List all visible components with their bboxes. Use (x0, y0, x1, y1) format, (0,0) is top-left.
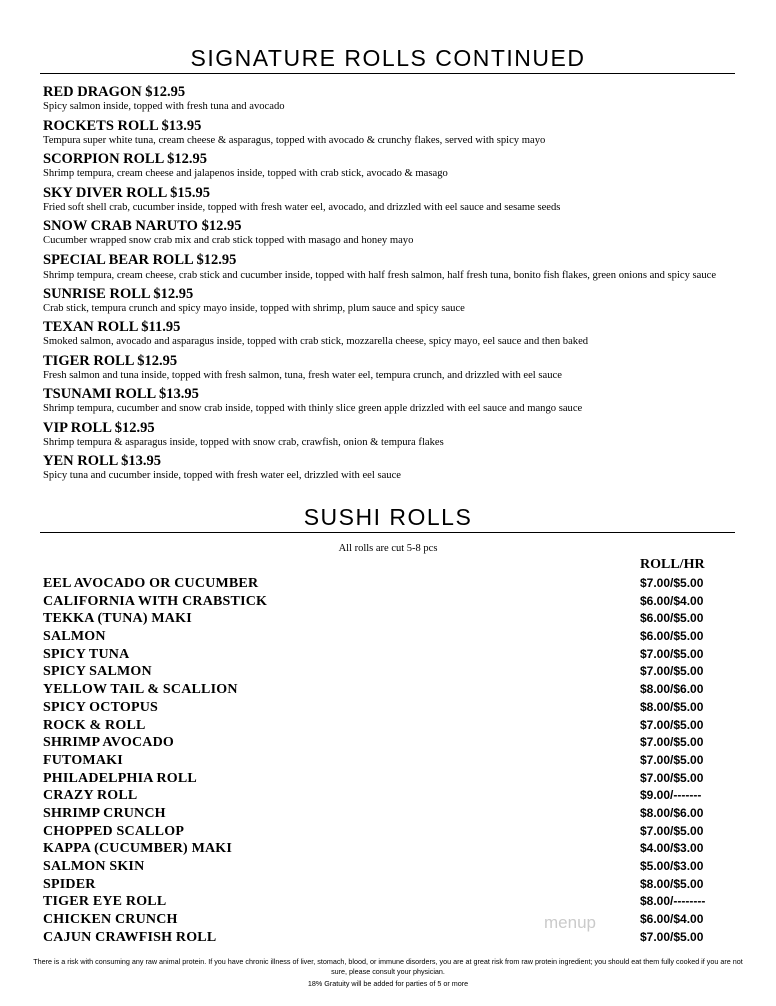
item-description: Spicy tuna and cucumber inside, topped with fresh water eel, drizzled with eel sauce (43, 470, 401, 481)
item-description: Shrimp tempura & asparagus inside, topped with snow crab, crawfish, onion & tempura flakes (43, 436, 444, 448)
sushi-name: SPIDER (43, 876, 96, 892)
item-description: Smoked salmon, avocado and asparagus inside, topped with crab stick, mozzarella cheese, spicy mayo, eel sauce and then baked (43, 336, 589, 347)
sushi-rolls-list (43, 575, 713, 946)
sushi-name: CAJUN CRAWFISH ROLL (43, 929, 217, 945)
menu-item (43, 453, 743, 483)
sushi-name: CHOPPED SCALLOP (43, 823, 185, 839)
item-description: Shrimp tempura, cream cheese, crab stick and cucumber inside, topped with half fresh salmon, half fresh tuna, bonito fish flakes, green onions and spicy sauce (43, 269, 717, 281)
sushi-name: CALIFORNIA WITH CRABSTICK (43, 593, 268, 609)
sushi-name: TEKKA (TUNA) MAKI (43, 611, 192, 627)
sushi-price: $8.00/$6.00 (640, 805, 704, 820)
sushi-name: CHICKEN CRUNCH (43, 912, 178, 928)
item-name-price: TEXAN ROLL $11.95 (43, 319, 181, 335)
item-name-price: SPECIAL BEAR ROLL $12.95 (43, 251, 237, 268)
menu-item (43, 84, 743, 114)
sushi-row (43, 699, 713, 717)
sushi-row (43, 734, 713, 752)
sushi-row (43, 717, 713, 735)
sushi-row (43, 893, 713, 911)
menu-item (43, 218, 743, 248)
sushi-row (43, 752, 713, 770)
sushi-price: $5.00/$3.00 (640, 859, 704, 873)
item-description: Shrimp tempura, cucumber and snow crab inside, topped with thinly slice green apple drizzled with eel sauce and mango sauce (43, 403, 583, 414)
item-description: Cucumber wrapped snow crab mix and crab stick topped with masago and honey mayo (43, 235, 414, 246)
price-column-header: ROLL/HR (640, 557, 705, 572)
item-description: Fresh salmon and tuna inside, topped with fresh salmon, tuna, fresh water eel, tempura crunch, and drizzled with eel sauce (43, 369, 562, 381)
menu-item (43, 151, 743, 181)
sushi-name: YELLOW TAIL & SCALLION (43, 682, 238, 698)
sushi-rolls-title: SUSHI ROLLS (303, 504, 473, 530)
item-description: Shrimp tempura, cream cheese and jalapenos inside, topped with crab stick, avocado & masago (43, 168, 448, 179)
sushi-name: SPICY TUNA (43, 646, 130, 662)
menu-item (43, 185, 743, 215)
sushi-name: PHILADELPHIA ROLL (43, 770, 197, 786)
sushi-name: SALMON (43, 629, 106, 645)
sushi-name: KAPPA (CUCUMBER) MAKI (43, 841, 233, 857)
sushi-name: TIGER EYE ROLL (43, 894, 167, 910)
menu-item (43, 386, 743, 416)
sushi-price: $9.00/------- (640, 788, 702, 803)
item-name-price: TSUNAMI ROLL $13.95 (43, 386, 199, 402)
sushi-price: $6.00/$4.00 (640, 593, 704, 608)
gratuity-note: 18% Gratuity will be added for parties of 5 or more (307, 979, 469, 988)
menu-item (43, 420, 743, 450)
item-description: Tempura super white tuna, cream cheese & asparagus, topped with avocado & crunchy flakes, served with spicy mayo (43, 134, 546, 146)
sushi-price: $8.00/$6.00 (640, 682, 704, 697)
item-name-price: ROCKETS ROLL $13.95 (43, 117, 202, 134)
item-name-price: SKY DIVER ROLL $15.95 (43, 184, 211, 201)
sushi-price: $6.00/$5.00 (640, 611, 704, 626)
sushi-row (43, 911, 713, 929)
sushi-row (43, 787, 713, 805)
sushi-title-rule (40, 532, 735, 533)
sushi-price: $7.00/$5.00 (640, 929, 704, 944)
sushi-price: $8.00/$5.00 (640, 876, 704, 891)
sushi-row (43, 663, 713, 681)
sushi-name: ROCK & ROLL (43, 717, 146, 733)
sushi-name: SHRIMP CRUNCH (43, 805, 166, 821)
sushi-price: $7.00/$5.00 (640, 823, 704, 838)
sushi-name: SALMON SKIN (43, 859, 145, 874)
watermark-logo: menup (544, 913, 596, 932)
signature-title-rule (40, 73, 735, 74)
sushi-row (43, 593, 713, 611)
sushi-name: EEL AVOCADO OR CUCUMBER (43, 576, 259, 591)
sushi-price: $8.00/-------- (640, 894, 706, 909)
item-name-price: TIGER ROLL $12.95 (43, 352, 178, 369)
sushi-subtitle: All rolls are cut 5-8 pcs (338, 543, 438, 554)
signature-rolls-title: SIGNATURE ROLLS CONTINUED (190, 45, 586, 71)
sushi-row (43, 805, 713, 823)
sushi-price: $7.00/$5.00 (640, 664, 704, 679)
sushi-row (43, 575, 713, 593)
menu-item (43, 252, 743, 282)
signature-rolls-list (43, 84, 743, 487)
sushi-name: CRAZY ROLL (43, 788, 138, 804)
sushi-row (43, 681, 713, 699)
item-name-price: YEN ROLL $13.95 (43, 453, 162, 469)
item-name-price: SNOW CRAB NARUTO $12.95 (43, 218, 242, 234)
item-name-price: RED DRAGON $12.95 (43, 84, 186, 100)
sushi-price: $4.00/$3.00 (640, 841, 704, 856)
sushi-row (43, 823, 713, 841)
menu-item (43, 286, 743, 316)
sushi-row (43, 876, 713, 894)
sushi-price: $8.00/$5.00 (640, 699, 704, 714)
sushi-price: $6.00/$5.00 (640, 629, 704, 644)
sushi-row (43, 929, 713, 947)
menu-item (43, 319, 743, 349)
menu-item (43, 353, 743, 383)
item-description: Fried soft shell crab, cucumber inside, topped with fresh water eel, avocado, and drizzled with eel sauce and sesame seeds (43, 201, 561, 213)
sushi-name: SPICY OCTOPUS (43, 699, 159, 715)
sushi-row (43, 770, 713, 788)
item-description: Crab stick, tempura crunch and spicy mayo inside, topped with shrimp, plum sauce and spicy sauce (43, 302, 465, 314)
item-name-price: SCORPION ROLL $12.95 (43, 151, 207, 167)
sushi-name: SPICY SALMON (43, 664, 152, 680)
sushi-row (43, 646, 713, 664)
sushi-price: $6.00/$4.00 (640, 912, 704, 927)
item-name-price: SUNRISE ROLL $12.95 (43, 285, 194, 302)
sushi-price: $7.00/$5.00 (640, 646, 704, 661)
sushi-row (43, 628, 713, 646)
sushi-row (43, 858, 713, 876)
sushi-price: $7.00/$5.00 (640, 735, 704, 750)
sushi-price: $7.00/$5.00 (640, 770, 704, 785)
sushi-row (43, 610, 713, 628)
sushi-price: $7.00/$5.00 (640, 717, 704, 732)
sushi-price: $7.00/$5.00 (640, 576, 704, 590)
sushi-price: $7.00/$5.00 (640, 752, 704, 767)
raw-food-warning: There is a risk with consuming any raw animal protein. If you have chronic illness of liver, stomach, blood, or immune disorders, you are at great risk from raw protein ingredient; you should eat them fully cooked if you are not sure, please consult your physician. (33, 957, 743, 976)
menu-item (43, 118, 743, 148)
sushi-name: SHRIMP AVOCADO (43, 735, 175, 751)
sushi-name: FUTOMAKI (43, 752, 123, 768)
item-description: Spicy salmon inside, topped with fresh tuna and avocado (43, 101, 285, 112)
item-name-price: VIP ROLL $12.95 (43, 419, 155, 436)
sushi-row (43, 840, 713, 858)
